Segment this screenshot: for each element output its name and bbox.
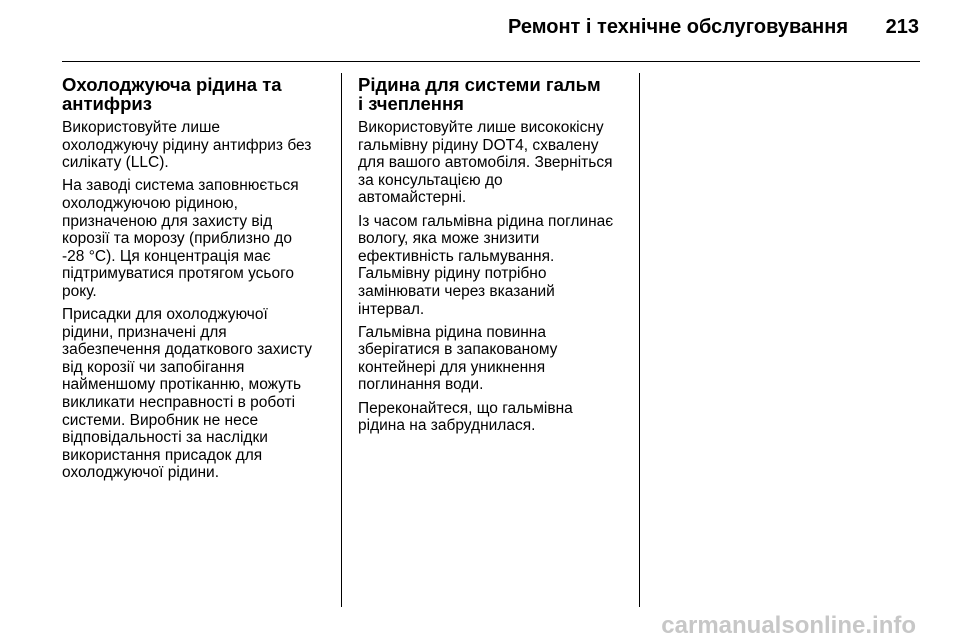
paragraph: Використовуйте лише висококісну гальмівну рідину DOT4, схвалену для вашого автомобіля. Зверніться за консультацією до автомайстерні. [358,119,613,207]
paragraph: Використовуйте лише охолоджуючу рідину антифриз без силікату (LLC). [62,119,312,172]
page-header-title: Ремонт і технічне обслуговування [508,16,848,38]
paragraph: Із часом гальмівна рідина поглинає вологу, яка може знизити ефективність гальмування. Гальмівну рідину потрібно замінювати через вказаний інтервал. [358,212,614,318]
column-coolant [62,76,342,487]
paragraph: На заводі система заповнюється охолоджуючою рідиною, призначеною для захисту від корозії та морозу (приблизно до -28 °C). Ця концентрація має підтримуватися протягом усього року. [62,177,299,300]
paragraph: Гальмівна рідина повинна зберігатися в запакованому контейнері для уникнення поглинання води. [358,323,558,394]
section-heading-brake-fluid: Рідина для системи гальм і зчеплення [358,74,601,114]
section-heading-coolant: Охолоджуюча рідина та антифриз [62,74,282,114]
watermark-logo: carmanualsonline.info [661,612,916,639]
column-divider-right [639,73,640,607]
column-brake-fluid [358,76,638,440]
page-number: 213 [885,16,919,38]
header-divider [62,61,920,62]
paragraph: Переконайтеся, що гальмівна рідина на забруднилася. [358,399,573,435]
paragraph: Присадки для охолоджуючої рідини, призначені для забезпечення додаткового захисту від корозії чи запобігання найменшому протіканню, можуть викликати несправності в роботі системи. Виробник не несе відповідальності за наслідки використання присадок для охолоджуючої рідини. [62,306,312,482]
